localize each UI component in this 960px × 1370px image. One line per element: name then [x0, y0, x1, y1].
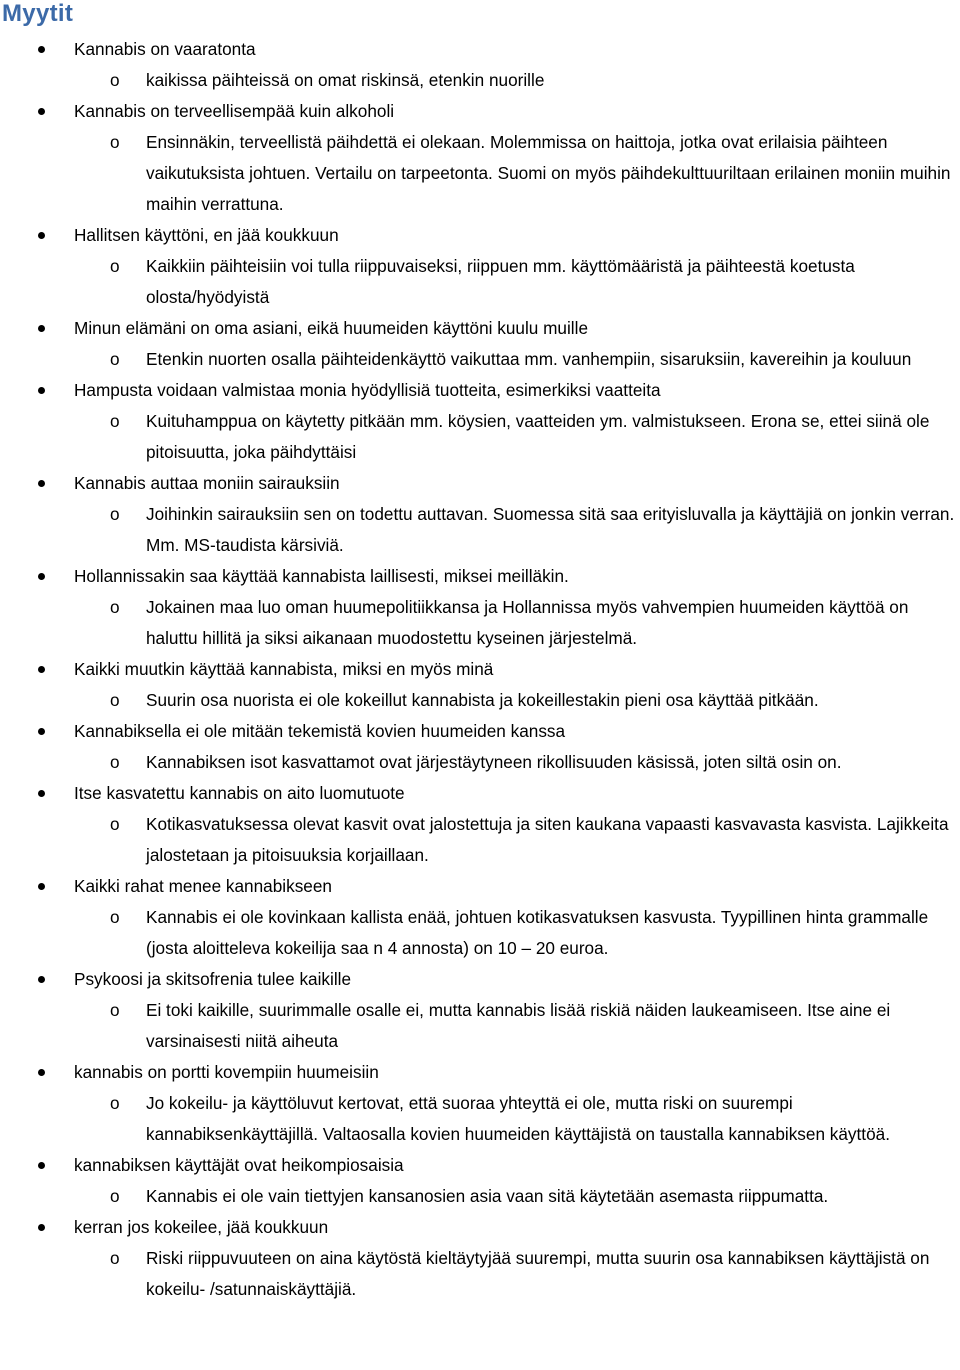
myth-list — [0, 34, 960, 1305]
fact-text: Kuituhamppua on käytetty pitkään mm. köysien, vaatteiden ym. valmistukseen. Erona se, ettei siinä ole pitoisuutta, joka päihdyttäisi — [146, 411, 930, 462]
fact-text: Kannabiksen isot kasvattamot ovat järjestäytyneen rikollisuuden käsissä, joten siltä osin on. — [146, 752, 842, 772]
sub-list-item — [0, 65, 960, 96]
myth-text: Itse kasvatettu kannabis on aito luomutuote — [74, 783, 405, 803]
myth-row — [0, 34, 960, 65]
list-item — [0, 1057, 960, 1150]
sub-list-item — [0, 1243, 960, 1305]
sub-list-item — [0, 995, 960, 1057]
sub-list — [0, 127, 960, 220]
sub-list-item — [0, 344, 960, 375]
fact-text: Kotikasvatuksessa olevat kasvit ovat jalostettuja ja siten kaukana vapaasti kasvavasta kasvista. Lajikkeita jalostetaan ja pitoisuuksia korjaillaan. — [146, 814, 949, 865]
sub-list — [0, 995, 960, 1057]
myth-row — [0, 1057, 960, 1088]
list-item — [0, 375, 960, 468]
bullet-icon — [38, 232, 45, 239]
bullet-icon — [38, 573, 45, 580]
bullet-icon — [38, 1162, 45, 1169]
myth-row — [0, 1212, 960, 1243]
myth-row — [0, 778, 960, 809]
fact-text: Kannabis ei ole vain tiettyjen kansanosien asia vaan sitä käytetään asemasta riippumatta. — [146, 1186, 829, 1206]
sub-list — [0, 1243, 960, 1305]
myth-row — [0, 96, 960, 127]
list-item — [0, 1212, 960, 1305]
list-item — [0, 1150, 960, 1212]
circle-bullet-icon: o — [110, 814, 120, 834]
myth-row — [0, 1150, 960, 1181]
circle-bullet-icon: o — [110, 504, 120, 524]
fact-text: Joihinkin sairauksiin sen on todettu auttavan. Suomessa sitä saa erityisluvalla ja käyttäjiä on jonkin verran. Mm. MS-taudista kärsiviä. — [146, 504, 955, 555]
list-item — [0, 654, 960, 716]
myth-row — [0, 313, 960, 344]
sub-list — [0, 747, 960, 778]
myth-text: Hollannissakin saa käyttää kannabista laillisesti, miksei meilläkin. — [74, 566, 569, 586]
sub-list-item — [0, 406, 960, 468]
circle-bullet-icon: o — [110, 752, 120, 772]
sub-list — [0, 344, 960, 375]
bullet-icon — [38, 790, 45, 797]
circle-bullet-icon: o — [110, 1000, 120, 1020]
sub-list-item — [0, 1088, 960, 1150]
myth-text: Minun elämäni on oma asiani, eikä huumeiden käyttöni kuulu muille — [74, 318, 589, 338]
fact-text: Jo kokeilu- ja käyttöluvut kertovat, että suoraa yhteyttä ei ole, mutta riski on suurempi kannabiksenkäyttäjillä. Valtaosalla kovien huumeiden käyttäjistä on taustalla kannabiksen käyttöä. — [146, 1093, 890, 1144]
sub-list — [0, 251, 960, 313]
list-item — [0, 96, 960, 220]
fact-text: Jokainen maa luo oman huumepolitiikkansa ja Hollannissa myös vahvempien huumeiden käyttöä on haluttu hillitä ja siksi aikanaan muodostettu kyseinen järjestelmä. — [146, 597, 909, 648]
myth-row — [0, 871, 960, 902]
myth-row — [0, 468, 960, 499]
bullet-icon — [38, 325, 45, 332]
circle-bullet-icon: o — [110, 907, 120, 927]
bullet-icon — [38, 46, 45, 53]
myth-text: Psykoosi ja skitsofrenia tulee kaikille — [74, 969, 352, 989]
myth-text: Kannabiksella ei ole mitään tekemistä kovien huumeiden kanssa — [74, 721, 566, 741]
sub-list-item — [0, 747, 960, 778]
bullet-icon — [38, 666, 45, 673]
bullet-icon — [38, 387, 45, 394]
bullet-icon — [38, 1069, 45, 1076]
myth-text: Kannabis on terveellisempää kuin alkoholi — [74, 101, 395, 121]
circle-bullet-icon: o — [110, 1186, 120, 1206]
circle-bullet-icon: o — [110, 256, 120, 276]
sub-list — [0, 406, 960, 468]
list-item — [0, 716, 960, 778]
list-item — [0, 964, 960, 1057]
sub-list-item — [0, 251, 960, 313]
fact-text: Kannabis ei ole kovinkaan kallista enää, johtuen kotikasvatuksen kasvusta. Tyypillinen hinta grammalle (josta aloitteleva kokeilija saa n 4 annosta) on 10 – 20 euroa. — [146, 907, 929, 958]
bullet-icon — [38, 976, 45, 983]
myth-text: kannabis on portti kovempiin huumeisiin — [74, 1062, 379, 1082]
sub-list-item — [0, 127, 960, 220]
circle-bullet-icon: o — [110, 411, 120, 431]
circle-bullet-icon: o — [110, 1093, 120, 1113]
sub-list-item — [0, 809, 960, 871]
myth-row — [0, 716, 960, 747]
myth-text: kerran jos kokeilee, jää koukkuun — [74, 1217, 329, 1237]
myth-text: Kannabis on vaaratonta — [74, 39, 256, 59]
circle-bullet-icon: o — [110, 70, 120, 90]
bullet-icon — [38, 480, 45, 487]
fact-text: Riski riippuvuuteen on aina käytöstä kieltäytyjää suurempi, mutta suurin osa kannabiksen käyttäjistä on kokeilu- /satunnaiskäyttäjiä. — [146, 1248, 930, 1299]
bullet-icon — [38, 108, 45, 115]
fact-text: Suurin osa nuorista ei ole kokeillut kannabista ja kokeillestakin pieni osa käyttää pitkään. — [146, 690, 819, 710]
myth-text: Kannabis auttaa moniin sairauksiin — [74, 473, 340, 493]
myth-text: Hampusta voidaan valmistaa monia hyödyllisiä tuotteita, esimerkiksi vaatteita — [74, 380, 661, 400]
list-item — [0, 34, 960, 96]
myth-row — [0, 654, 960, 685]
circle-bullet-icon: o — [110, 597, 120, 617]
sub-list — [0, 1181, 960, 1212]
myth-text: kannabiksen käyttäjät ovat heikompiosaisia — [74, 1155, 404, 1175]
fact-text: Ensinnäkin, terveellistä päihdettä ei olekaan. Molemmissa on haittoja, jotka ovat erilaisia päihteen vaikutuksista johtuen. Vertailu on tarpeetonta. Suomi on myös päihdekulttuuriltaan erilainen moniin muihin maihin verrattuna. — [146, 132, 951, 214]
list-item — [0, 871, 960, 964]
sub-list-item — [0, 685, 960, 716]
list-item — [0, 778, 960, 871]
sub-list — [0, 592, 960, 654]
circle-bullet-icon: o — [110, 690, 120, 710]
sub-list-item — [0, 1181, 960, 1212]
sub-list-item — [0, 592, 960, 654]
circle-bullet-icon: o — [110, 1248, 120, 1268]
myth-row — [0, 375, 960, 406]
myth-text: Kaikki rahat menee kannabikseen — [74, 876, 332, 896]
sub-list — [0, 809, 960, 871]
bullet-icon — [38, 1224, 45, 1231]
myth-text: Kaikki muutkin käyttää kannabista, miksi en myös minä — [74, 659, 494, 679]
myth-row — [0, 561, 960, 592]
fact-text: Etenkin nuorten osalla päihteidenkäyttö vaikuttaa mm. vanhempiin, sisaruksiin, kavereihin ja kouluun — [146, 349, 912, 369]
list-item — [0, 220, 960, 313]
sub-list — [0, 65, 960, 96]
sub-list — [0, 902, 960, 964]
circle-bullet-icon: o — [110, 349, 120, 369]
sub-list — [0, 499, 960, 561]
sub-list — [0, 685, 960, 716]
sub-list-item — [0, 902, 960, 964]
myth-text: Hallitsen käyttöni, en jää koukkuun — [74, 225, 339, 245]
myth-row — [0, 220, 960, 251]
sub-list-item — [0, 499, 960, 561]
page-title: Myytit — [2, 0, 74, 27]
list-item — [0, 468, 960, 561]
fact-text: Kaikkiin päihteisiin voi tulla riippuvaiseksi, riippuen mm. käyttömääristä ja päihteestä koetusta olosta/hyödyistä — [146, 256, 855, 307]
bullet-icon — [38, 883, 45, 890]
list-item — [0, 561, 960, 654]
bullet-icon — [38, 728, 45, 735]
sub-list — [0, 1088, 960, 1150]
circle-bullet-icon: o — [110, 132, 120, 152]
list-item — [0, 313, 960, 375]
myth-row — [0, 964, 960, 995]
fact-text: kaikissa päihteissä on omat riskinsä, etenkin nuorille — [146, 70, 545, 90]
fact-text: Ei toki kaikille, suurimmalle osalle ei, mutta kannabis lisää riskiä näiden laukeamiseen. Itse aine ei varsinaisesti niitä aiheuta — [146, 1000, 891, 1051]
